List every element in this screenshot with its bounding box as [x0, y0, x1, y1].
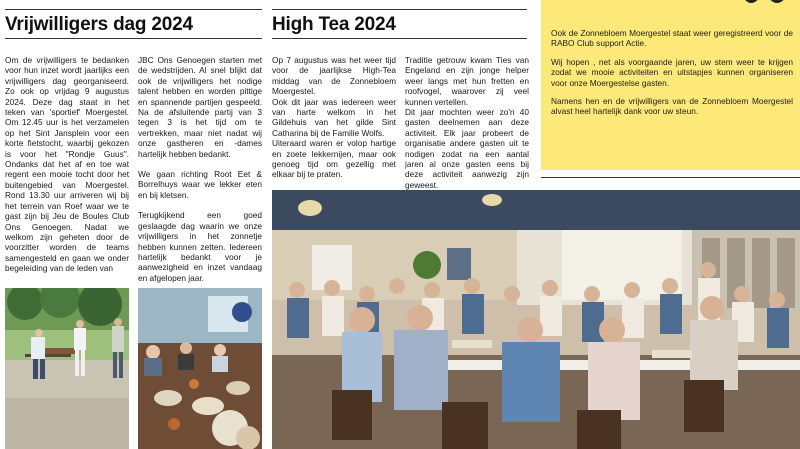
sidebar-paragraph: Ook de Zonnebloem Moergestel staat weer geregistreerd voor de RABO Club support Actie.: [551, 28, 793, 49]
article1-column-1: [5, 55, 129, 284]
boules-photo: [5, 288, 129, 449]
article2-paragraph: Dit jaar mochten weer zo'n 40 gasten deelnemen aan deze activiteit. Elk jaar probeert de organisatie andere gasten uit te nodigen zodat na een aantal jaren al onze gasten eens bij deze activiteit aanwezig zijn geweest.: [405, 107, 529, 190]
article1-paragraph: Om de vrijwilligers te bedanken voor hun inzet wordt jaarlijks een vrijwilligers dag georganiseerd. Zo ook op vrijdag 9 augustus 2024. Deze dag staat in het teken van 'sportief' Moergestel. Om 12.45 uur is het verzamelen op het Sint Jansplein voor een korte fietstocht, waarbij gekozen is voor het "Rondje Guus". Ondanks dat het af en toe wat regent een mooie tocht door het buitengebied van Moergestel. Rond 13.30 uur arriveren wij bij het terrein van Roef waar we te gast zijn bij Jeu de Boules Club Ons Genoegen. Nadat we welkom zijn geheten door de voorzitter worden de teams samengesteld en gaan we onder begeleiding van de leden van: [5, 55, 129, 274]
sidebar-paragraph: Namens hen en de vrijwilligers van de Zonnebloem Moergestel alvast heel hartelijk dank voor uw steun.: [551, 96, 793, 117]
rabo-club-support-box: [541, 0, 800, 170]
article2-column-1: [272, 55, 396, 190]
article1-paragraph: We gaan richting Root Eet & Borrelhuys waar we lekker eten en bij kletsen.: [138, 169, 262, 200]
article1-title-rule: [5, 38, 262, 39]
article2-paragraph: Ook dit jaar was iedereen weer van harte welkom in het Gildehuis van het gilde Sint Catharina bij de Familie Wolfs.: [272, 96, 396, 138]
article2-title-rule: [272, 38, 527, 39]
article2-top-rule: [272, 9, 527, 10]
article1-column-2: [138, 55, 262, 293]
sidebar-text: [551, 28, 793, 125]
sidebar-title-fragment: [541, 0, 800, 8]
dinner-photo: [138, 288, 262, 449]
article2-paragraph: Op 7 augustus was het weer tijd voor de jaarlijkse High-Tea middag van de Zonnebloem Moergestel.: [272, 55, 396, 97]
article1-paragraph: JBC Ons Genoegen starten met de wedstrijden. Al snel blijkt dat ook de vrijwilligers het nodige talent hebben en worden pittige en spannende partijen gespeeld. Na de afsluitende partij van 3 tegen 3 is het tijd om te vertrekken, maar niet nadat wij onze gastheren en -dames hartelijk hebben bedankt.: [138, 55, 262, 159]
article2-paragraph: Traditie getrouw kwam Ties van Engeland en zijn jonge helper weer langs met hun fretten en roofvogel, waarover zij veel kunnen vertellen.: [405, 55, 529, 107]
sidebar-divider: [541, 177, 800, 178]
article2-column-2: [405, 55, 529, 200]
high-tea-photo: [272, 190, 800, 449]
article1-title: Vrijwilligers dag 2024: [5, 14, 193, 35]
article1-paragraph: Terugkijkend een goed geslaagde dag waarin we onze vrijwilligers in het zonnetje hebben kunnen zetten. Iedereen hartelijk bedankt voor je aanwezigheid en inzet vandaag en afgelopen jaar.: [138, 210, 262, 283]
article2-paragraph: Uiteraard waren er volop hartige en zoete lekkernijen, maar ook genoeg tijd om gezellig met elkaar bij te praten.: [272, 138, 396, 180]
article1-top-rule: [5, 9, 262, 10]
sidebar-paragraph: Wij hopen , net als voorgaande jaren, uw stem weer te krijgen zodat we mooie activiteiten en uitstapjes kunnen organiseren voor onze Moergestelse gasten.: [551, 56, 793, 88]
article2-title: High Tea 2024: [272, 14, 396, 35]
